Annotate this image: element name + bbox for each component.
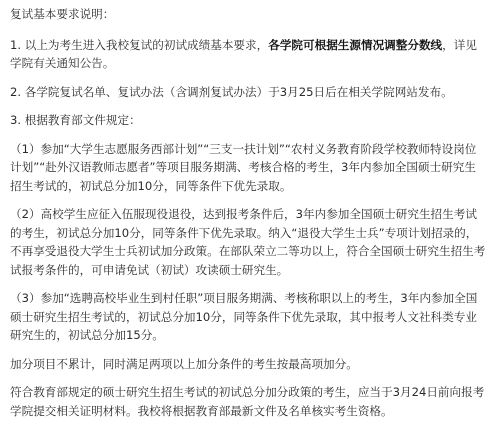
note-1: 加分项目不累计，同时满足两项以上加分条件的考生按最高项加分。 <box>10 356 358 371</box>
item-1-bold: 各学院可根据生源情况调整分数线 <box>268 37 443 52</box>
item-2: 2. 各学院复试名单、复试办法（含调剂复试办法）于3月25日后在相关学院网站发布。 <box>10 84 453 99</box>
spacer <box>10 24 486 36</box>
spacer <box>10 101 486 111</box>
spacer <box>10 73 486 83</box>
spacer <box>10 345 486 355</box>
sub-item-3: （3）参加“选聘高校毕业生到村任职”项目服务期满、考核称职以上的考生，3年内参加全国硕士研究生招生考试的，初试总分加10分，同等条件下优先录取，其中报考人文社科类专业研究生的，初试总分加15分。 <box>10 291 478 342</box>
item-1 <box>10 36 486 73</box>
item-1-suffix: ，详见学院有关通知公告。 <box>10 37 477 70</box>
item-1-prefix: 1. 以上为考生进入我校复试的初试成绩基本要求， <box>10 37 269 52</box>
heading: 复试基本要求说明： <box>10 7 115 21</box>
note-2: 符合教育部规定的硕士研究生招生考试的初试总分加分政策的考生，应当于3月24日前向报考学院提交相关证明材料。我校将根据教育部最新文件及名单核实考生资格。 <box>10 385 485 418</box>
spacer <box>10 373 486 383</box>
sub-item-1: （1）参加“大学生志愿服务西部计划”“三支一扶计划”“农村义务教育阶段学校教师特设岗位计划”“赴外汉语教师志愿者”等项目服务期满、考核合格的考生，3年内参加全国硕士研究生招生考试的，初试总分加10分，同等条件下优先录取。 <box>10 141 477 193</box>
sub-item-2: （2）高校学生应征入伍服现役退役，达到报考条件后，3年内参加全国硕士研究生招生考试的考生，初试总分加10分，同等条件下优先录取。纳入“退役大学生士兵”专项计划招录的，不再享受退役大学生士兵初试加分政策。在部队荣立二等功以上，符合全国硕士研究生招生考试报考条件的，可申请免试（初试）攻读硕士研究生。 <box>10 207 486 277</box>
spacer <box>10 279 486 289</box>
spacer <box>10 130 486 140</box>
item-3-title: 3. 根据教育部文件规定： <box>10 113 141 127</box>
spacer <box>10 195 486 205</box>
